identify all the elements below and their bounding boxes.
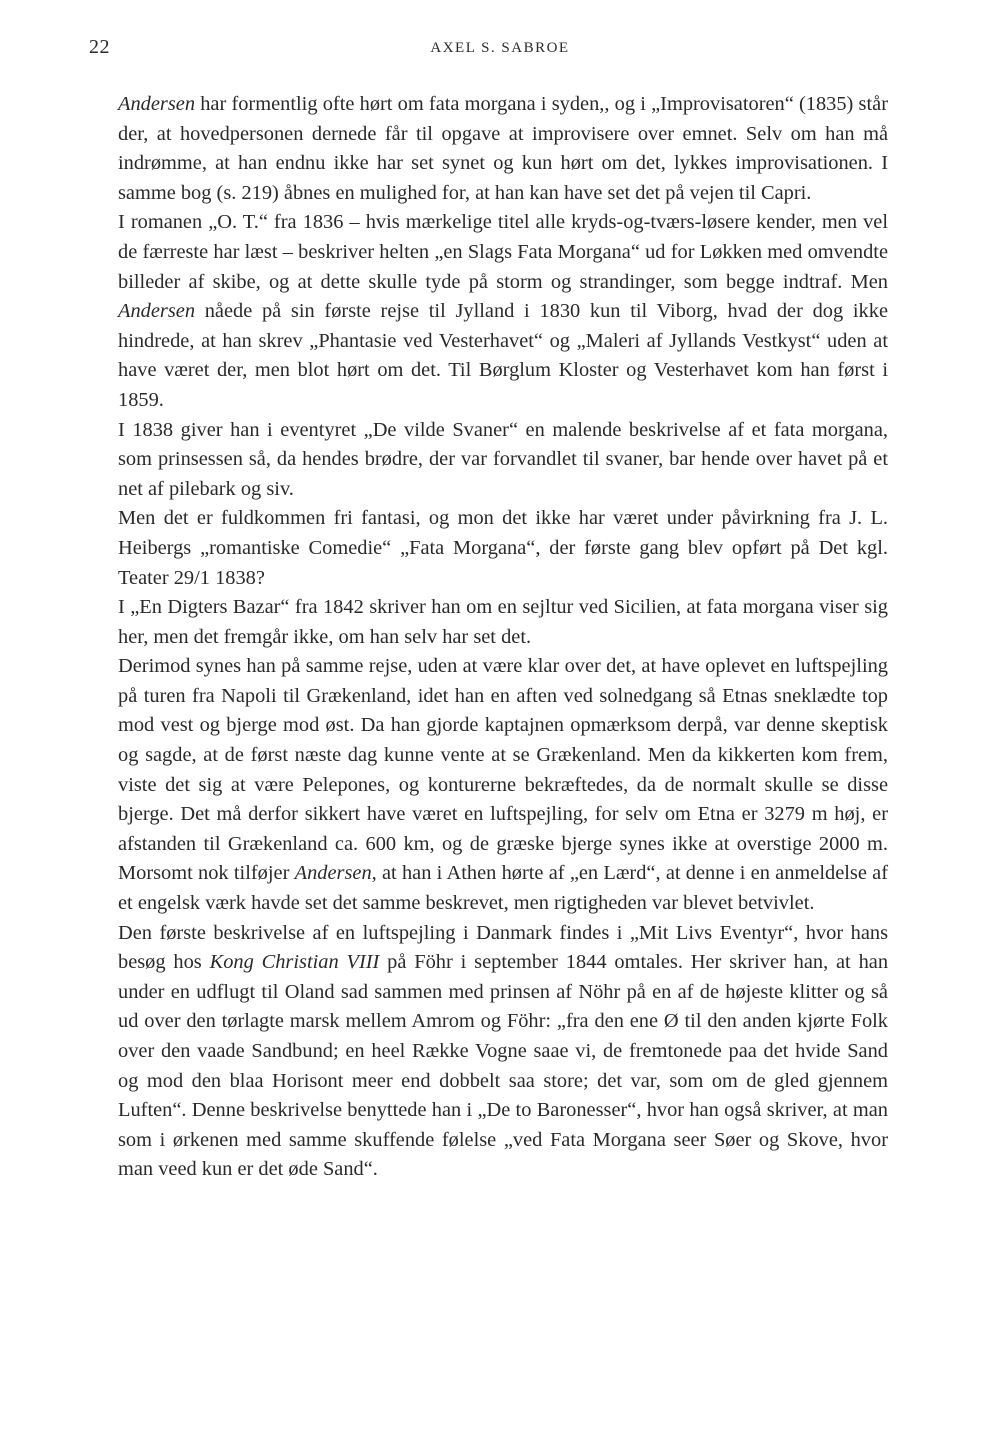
text-run: Derimod synes han på samme rejse, uden at være klar over det, at have oplevet en luftspejling på turen fra Napoli til Grækenland, idet han en aften ved solnedgang så Etnas sneklædte top mod vest og bjerge mod øst. Da han gjorde kaptajnen opmærksom derpå, var denne skeptisk og sagde, at de først næste dag kunne vente at se Grækenland. Men da kikkerten kom frem, viste det sig at være Pelepones, og konturerne bekræftedes, da de normalt skulle se disse bjerge. Det må derfor sikkert have været en luftspejling, for selv om Etna er 3279 m høj, er afstanden til Grækenland ca. 600 km, og de græske bjerge synes ikke at overstige 2000 m. Morsomt nok tilføjer <box>118 655 888 885</box>
italic-text: Andersen <box>118 300 196 323</box>
paragraph <box>118 919 888 1185</box>
text-run: Men det er fuldkommen fri fantasi, og mon det ikke har været under påvirkning fra J. L. Heibergs „romantiske Comedie“ „Fata Morgana“, der første gang blev opført på Det kgl. Teater 29/1 1838? <box>118 507 888 589</box>
text-run: at han i Athen hørte af „en Lærd“, at denne i en anmeldelse af et engelsk værk havde set det samme beskrevet, men rigtigheden var blevet betvivlet. <box>118 862 888 915</box>
text-run: I „En Digters Bazar“ fra 1842 skriver han om en sejltur ved Sicilien, at fata morgana viser sig her, men det fremgår ikke, om han selv har set det. <box>118 596 888 648</box>
paragraph <box>118 416 888 505</box>
italic-text: Andersen, <box>294 862 377 885</box>
paragraph <box>118 504 888 593</box>
italic-text: Kong Christian VIII <box>209 951 380 974</box>
paragraph <box>118 90 888 208</box>
text-run: har formentlig ofte hørt om fata morgana i syden,, og i „Improvisatoren“ (1835) står der, at hovedpersonen dernede får til opgave at improvisere over emnet. Selv om han må indrømme, at han endnu ikke har set synet og kun hørt om det, lykkes improvisationen. I samme bog (s. 219) åbnes en mulighed for, at han kan have set det på vejen til Capri. <box>118 93 888 204</box>
text-run: Den første beskrivelse af en luftspejling i Danmark findes i „Mit Livs Eventyr“, hvor hans besøg hos <box>118 921 888 974</box>
paragraph <box>118 652 888 918</box>
italic-text: Andersen <box>118 93 196 115</box>
page-number: 22 <box>89 36 110 58</box>
running-head: AXEL S. SABROE <box>430 40 570 56</box>
text-run: nåede på sin første rejse til Jylland i 1830 kun til Viborg, hvad der dog ikke hindrede, at han skrev „Phantasie ved Vesterhavet“ og „Maleri af Jyllands Vestkyst“ uden at have været der, men blot hørt om det. Til Børglum Kloster og Vesterhavet kom han først i 1859. <box>118 300 888 411</box>
text-run: I 1838 giver han i eventyret „De vilde Svaner“ en malende beskrivelse af et fata morgana, som prinsessen så, da hendes brødre, der var forvandlet til svaner, bar hende over havet på et net af pilebark og siv. <box>118 418 888 500</box>
body-text <box>118 90 888 1185</box>
text-run: på Föhr i september 1844 omtales. Her skriver han, at han under en udflugt til Oland sad sammen med prinsen af Nöhr på en af de højeste klitter og så ud over den tørlagte marsk mellem Amrom og Föhr: „fra den ene Ø til den anden kjørte Folk over den vaade Sandbund; en heel Række Vogne saae vi, de fremtonede paa det hvide Sand og mod den blaa Horisont meer end dobbelt saa store; det var, som om de gled gjennem Luften“. Denne beskrivelse benyttede han i „De to Baronesser“, hvor han også skriver, at man som i ørkenen med samme skuffende følelse „ved Fata Morgana seer Søer og Skove, hvor man veed kun er det øde Sand“. <box>118 951 889 1181</box>
paragraph <box>118 593 888 652</box>
paragraph <box>118 208 888 415</box>
text-run: I romanen „O. T.“ fra 1836 – hvis mærkelige titel alle kryds-og-tværs-løsere kender, men vel de færreste har læst – beskriver helten „en Slags Fata Morgana“ ud for Løkken med omvendte billeder af skibe, og at dette skulle tyde på storm og strandinger, som begge indtraf. Men <box>118 211 888 293</box>
